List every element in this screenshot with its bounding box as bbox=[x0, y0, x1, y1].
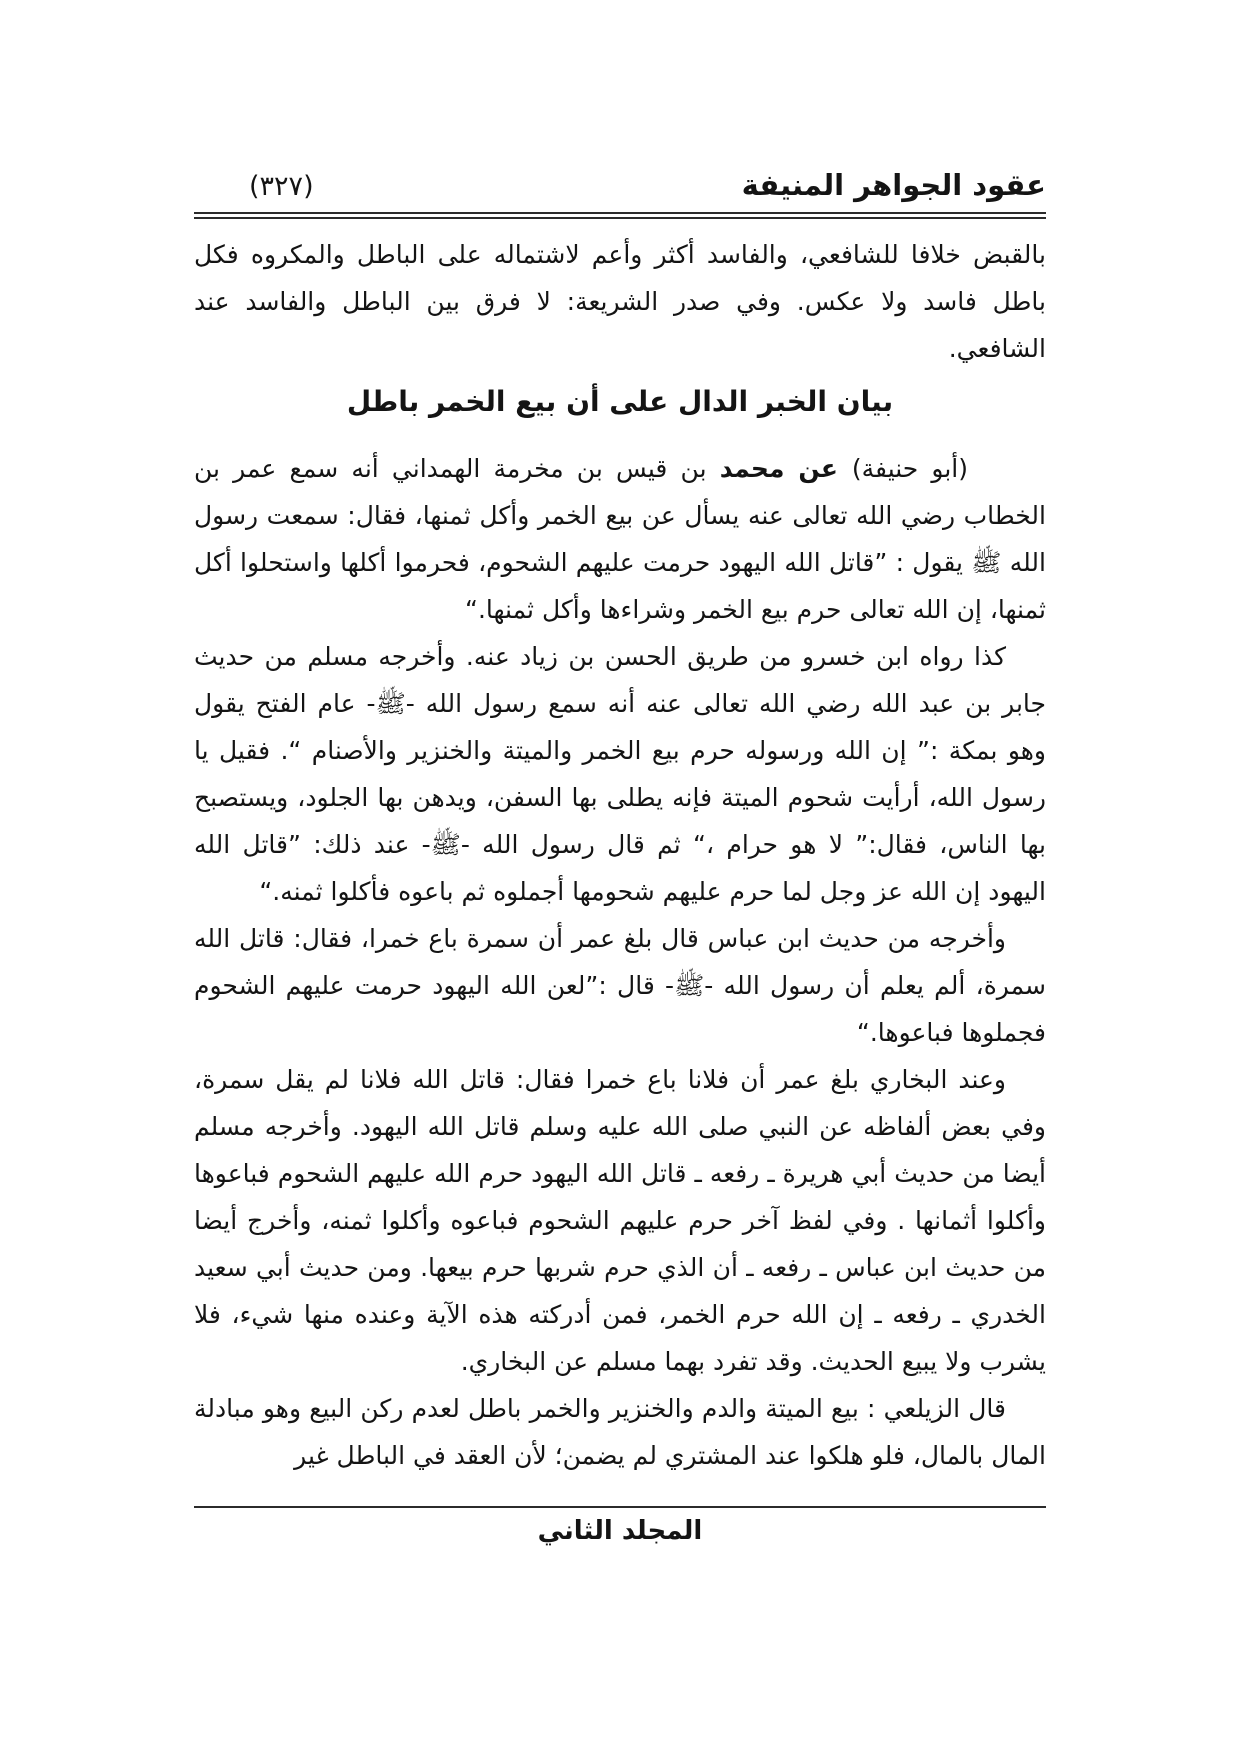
header-double-rule bbox=[194, 212, 1046, 219]
footer-rule bbox=[194, 1506, 1046, 1508]
page-content bbox=[194, 0, 1046, 1479]
page-header bbox=[194, 168, 1046, 202]
paragraph-bukhari-variants: وعند البخاري بلغ عمر أن فلانا باع خمرا فقال: قاتل الله فلانا لم يقل سمرة، وفي بعض ألفاظه عن النبي صلى الله عليه وسلم قاتل الله اليهود. وأخرجه مسلم أيضا من حديث أبي هريرة ـ رفعه ـ قاتل الله اليهود حرم الله عليهم الشحوم فباعوها وأكلوا أثمانها . وفي لفظ آخر حرم عليهم الشحوم فباعوه وأكلوا ثمنه، وأخرج أيضا من حديث ابن عباس ـ رفعه ـ أن الذي حرم شربها حرم بيعها. ومن حديث أبي سعيد الخدري ـ رفعه ـ إن الله حرم الخمر، فمن أدركته هذه الآية وعنده منها شيء، فلا يشرب ولا يبيع الحديث. وقد تفرد بهما مسلم عن البخاري. bbox=[194, 1065, 1046, 1376]
hadith-paragraph-text: بن قيس بن مخرمة الهمداني أنه سمع عمر بن الخطاب رضي الله تعالى عنه يسأل عن بيع الخمر وأكل ثمنها، فقال: سمعت رسول الله ﷺ يقول : ”قاتل الله اليهود حرمت عليهم الشحوم، فحرموا أكلها واستحلوا أكل ثمنها، إن الله تعالى حرم بيع الخمر وشراءها وأكل ثمنها.“ bbox=[194, 454, 1046, 624]
page-number: (٣٢٧) bbox=[249, 171, 314, 202]
hadith-narrator-name: عن محمد bbox=[719, 454, 852, 483]
hadith-paragraph bbox=[194, 445, 1046, 633]
section-heading: بيان الخبر الدال على أن بيع الخمر باطل bbox=[346, 385, 894, 418]
paragraph-takhrij-ibn-abbas: وأخرجه من حديث ابن عباس قال بلغ عمر أن سمرة باع خمرا، فقال: قاتل الله سمرة، ألم يعلم أن رسول الله -ﷺ- قال :”لعن الله اليهود حرمت عليهم الشحوم فجملوها فباعوها.“ bbox=[194, 924, 1046, 1047]
paragraph-takhrij-muslim-jabir: كذا رواه ابن خسرو من طريق الحسن بن زياد عنه. وأخرجه مسلم من حديث جابر بن عبد الله رضي الله تعالى عنه أنه سمع رسول الله -ﷺ- عام الفتح يقول وهو بمكة :” إن الله ورسوله حرم بيع الخمر والميتة والخنزير والأصنام “. فقيل يا رسول الله، أرأيت شحوم الميتة فإنه يطلى بها السفن، ويدهن بها الجلود، ويستصبح بها الناس، فقال:” لا هو حرام ،“ ثم قال رسول الله -ﷺ- عند ذلك: ”قاتل الله اليهود إن الله عز وجل لما حرم عليهم شحومها أجملوه ثم باعوه فأكلوا ثمنه.“ bbox=[194, 642, 1046, 906]
book-title: عقود الجواهر المنيفة bbox=[741, 168, 1046, 202]
paragraph-zaylai-comment: قال الزيلعي : بيع الميتة والدم والخنزير والخمر باطل لعدم ركن البيع وهو مبادلة المال بالمال، فلو هلكوا عند المشتري لم يضمن؛ لأن العقد في الباطل غير bbox=[194, 1394, 1046, 1470]
page-footer bbox=[194, 1506, 1046, 1546]
continuation-paragraph: بالقبض خلافا للشافعي، والفاسد أكثر وأعم لاشتماله على الباطل والمكروه فكل باطل فاسد ولا عكس. وفي صدر الشريعة: لا فرق بين الباطل والفاسد عند الشافعي. bbox=[194, 240, 1046, 363]
volume-label: المجلد الثاني bbox=[537, 1516, 703, 1546]
body-text bbox=[194, 231, 1046, 1479]
hadith-source-label: (أبو حنيفة) bbox=[851, 454, 968, 483]
